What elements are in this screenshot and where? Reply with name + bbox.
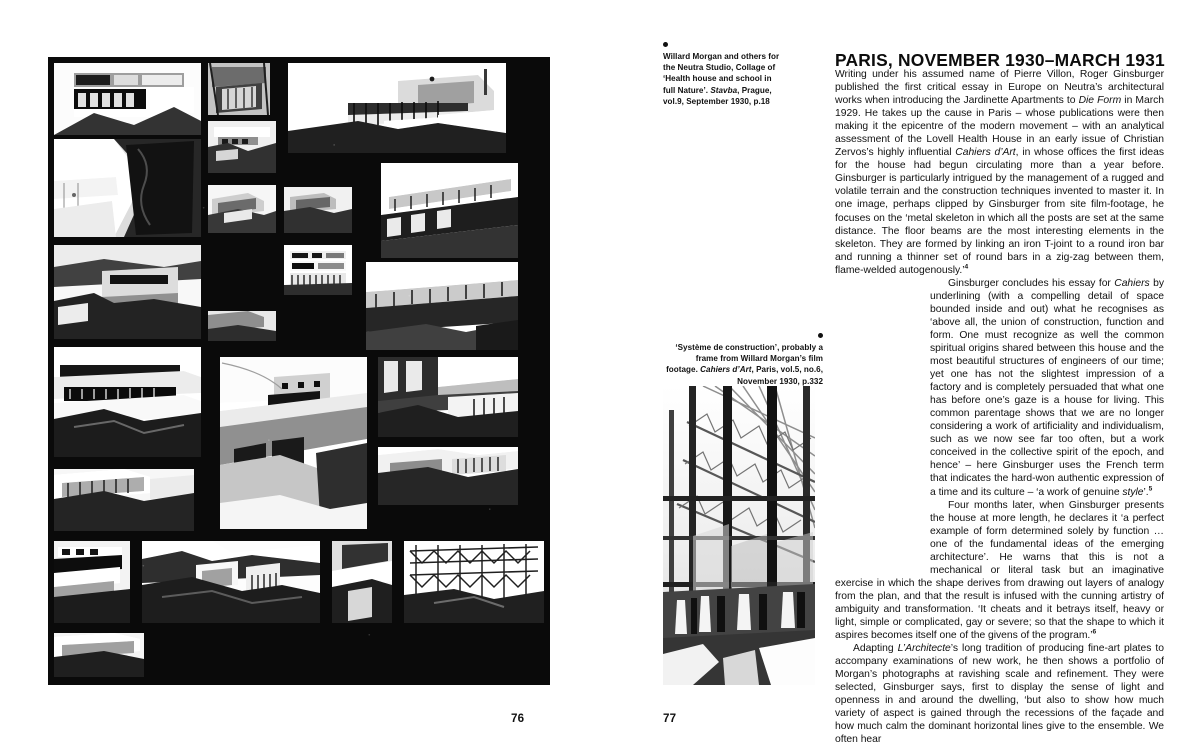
collage-tile (381, 163, 518, 258)
caption-steel-photo (663, 333, 823, 387)
collage-tile (142, 541, 320, 623)
collage-tile (208, 185, 276, 233)
caption-collage-text: Willard Morgan and others for the Neutra Studio, Collage of ‘Health house and school in full Nature’. Stavba, Prague, vol.9, September 1930, p.18 (663, 52, 780, 106)
paragraph: Adapting L’Architecte’s long tradition of producing fine-art plates to accompany examinations of new work, he then shows a portfolio of Morgan’s photographs at ravishing scale and refinement. They were selected, Ginsburger says, first to display the sense of light and openness in and around the dwelling, ‘but also to show how much variety of aspect is gained through the recessions of the façade and how much calm the dominant horizontal lines give to the ensemble. We often hear (835, 643, 1164, 746)
caption-steel-photo-text: ‘Système de construction’, probably a frame from Willard Morgan’s film footage. Cahiers d’Art, Paris, vol.5, no.6, November 1930, p.332 (666, 343, 823, 386)
page-title: PARIS, NOVEMBER 1930–MARCH 1931 (835, 49, 1165, 70)
footnote-marker: 6 (1092, 628, 1097, 636)
collage-tile (54, 139, 201, 237)
collage-tile (404, 541, 544, 623)
collage-tile (208, 63, 270, 115)
collage-tile (220, 357, 367, 529)
footnote-marker: 5 (1148, 485, 1153, 493)
photographic-collage-plate (48, 57, 550, 685)
collage-tile (208, 311, 276, 341)
collage-tile (54, 541, 130, 623)
caption-collage (663, 42, 783, 107)
collage-tile (284, 187, 352, 233)
collage-tile (208, 121, 276, 173)
collage-tile (54, 347, 201, 457)
collage-tile (378, 447, 518, 505)
collage-tile (54, 469, 194, 531)
footnote-marker: 4 (964, 263, 969, 271)
collage-tile (284, 245, 352, 295)
collage-tile (332, 541, 392, 623)
caption-bullet-icon (663, 42, 668, 47)
folio-right: 77 (663, 712, 677, 725)
collage-tile (366, 262, 518, 350)
paragraph: Four months later, when Ginsburger presents the house at more length, he declares it ‘a perfect example of form determined solely by function … one of the fundamental ideas of the emerging architecture’. He warns that this is not a mechanical or literal task but an imaginative exercise in which the shape derives from drawing out layers of analogy from the plan, and that the result is infused with the cunning artistry of ambiguity and transformation. ‘It cheats and it betrays itself, heavy or light, simple or complicated, gay or severe; so that the shape to which it aspires becomes itself one of the givens of the program.’$^6$ (835, 499, 1164, 642)
body-text-column (835, 68, 1164, 746)
paragraph: Writing under his assumed name of Pierre Villon, Roger Ginsburger published the first critical essay in Europe on Neutra’s architectural works when introducing the Jardinette Apartments to Die Form in March 1929. He takes up the cause in Paris – whose publications were then making it the epicentre of the modern movement – with an analytical assessment of the Lovell Health House in an early issue of Christian Zervos’s highly influential Cahiers d’Art, in whose offices the first ideas for the house had begun circulating more than a year before. Ginsburger is particularly intrigued by the management of a rugged and volatile terrain and the construction techniques invented to master it. In one image, perhaps clipped by Ginsburger from site film-footage, he focuses on the ‘metal skeleton in which all the posts are set at the same distance. The floor beams are the most interesting elements in the skeleton. They are formed by linking an iron T-joint to a round iron bar and running a thinner set of round bars in a zig-zag between them, flame-welded autogenously.’$^4$ (835, 69, 1164, 276)
caption-bullet-icon (818, 333, 823, 338)
collage-tile (54, 245, 201, 339)
paragraph: Ginsburger concludes his essay for Cahiers by underlining (with a compelling detail of space bounded inside and out) what he recognises as ‘above all, the union of construction, function and form. One must recognize as well the common spiritual origins shared between this house and the most beautiful structures of engineers of our time; yet one has not the slightest impression of a factory and is completely persuaded that what one has before one’s gaze is a house for living. This common parentage shows that we are no longer considering a work of artificiality and individualism, such as we now see far too often, but a work conceived in the collective spirit of the epoch, and hence’ – here Ginsburger uses the French term that indicates the hard-won authentic expression of a time and its culture – ‘a work of genuine style’.$^5$ (835, 277, 1164, 499)
photo-text-wrap-spacer (835, 277, 930, 577)
collage-tile (54, 633, 144, 677)
folio-left: 76 (511, 712, 525, 725)
collage-tile (378, 357, 518, 437)
collage-tile (288, 63, 506, 153)
collage-tile (54, 63, 201, 135)
steel-frame-construction-photo (663, 386, 815, 685)
